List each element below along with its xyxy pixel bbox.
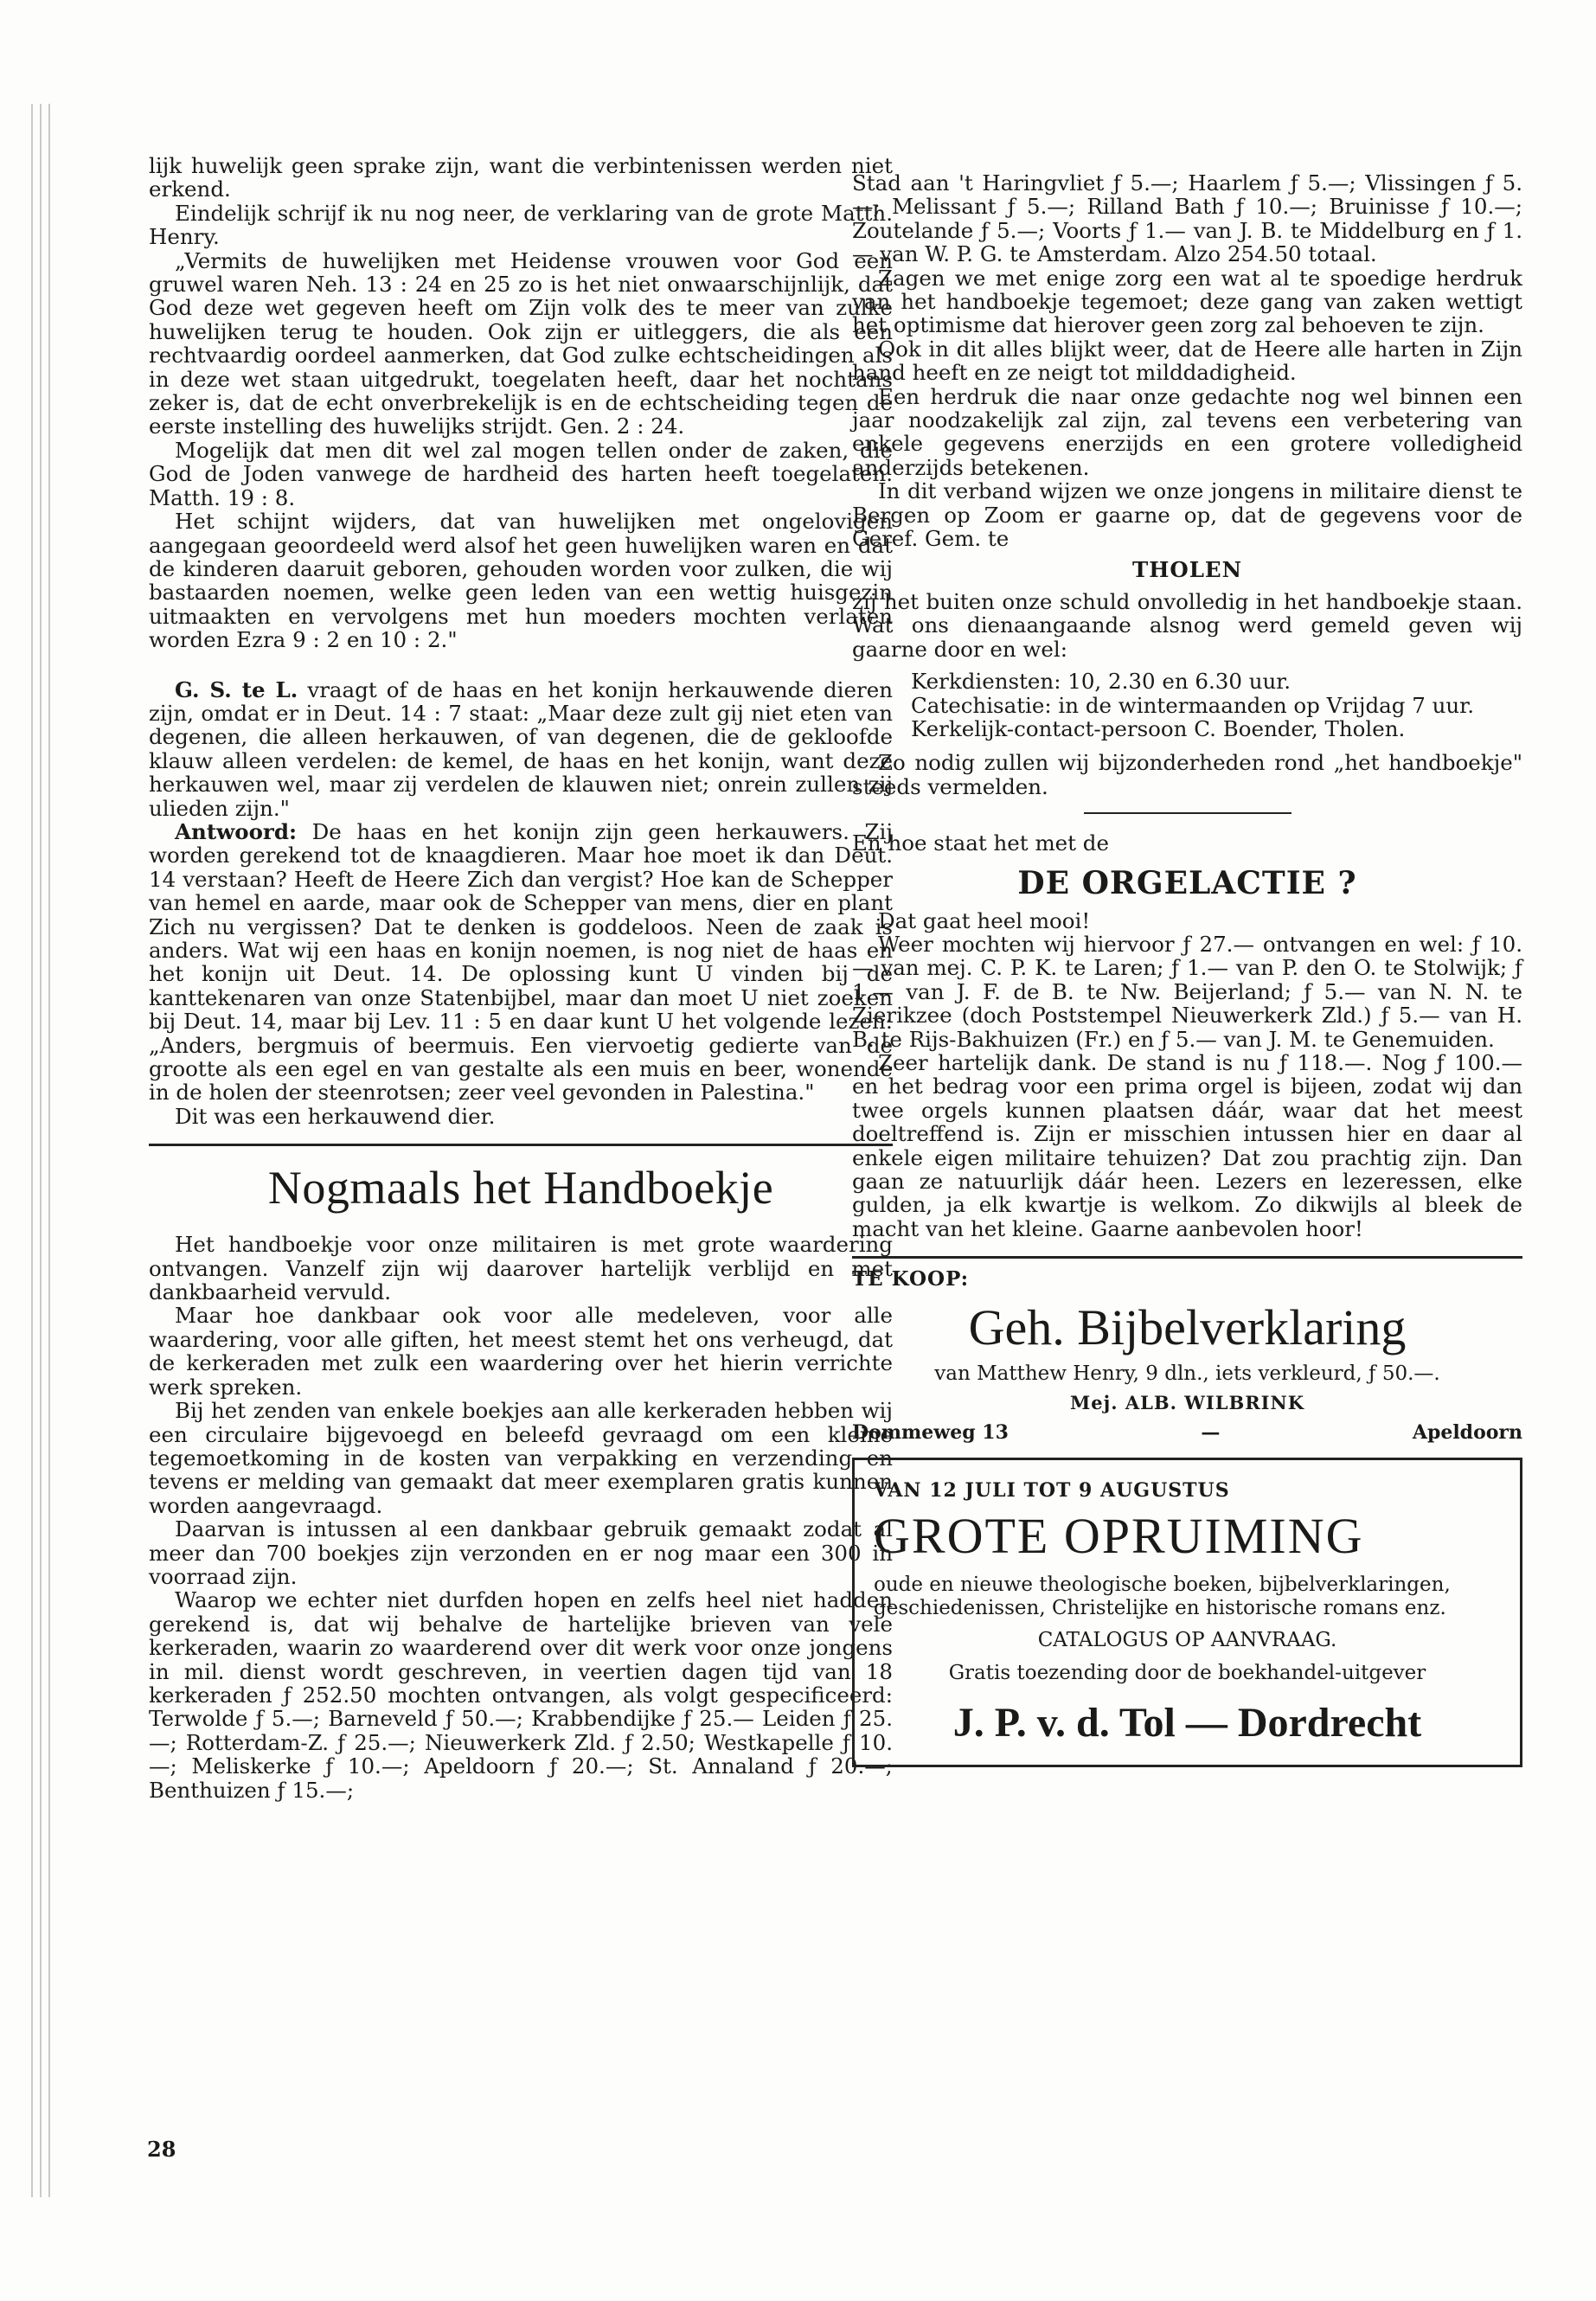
paragraph: Het handboekje voor onze militairen is met grote waardering ontvangen. Vanzelf zijn wij daarover hartelijk verblijd en met dankbaarheid vervuld. [149, 1232, 893, 1305]
list-item: Kerkdiensten: 10, 2.30 en 6.30 uur. [911, 669, 1292, 695]
section-intro: En hoe staat het met de [852, 830, 1109, 856]
ad-address [852, 1421, 1522, 1445]
paragraph: Zagen we met enige zorg een wat al te spoedige herdruk van het handboekje tegemoet; deze gang van zaken wettigt het optimisme dat hierover geen zorg zal behoeven te zijn. [852, 265, 1522, 338]
section-divider [1084, 812, 1292, 814]
paragraph: Het schijnt wijders, dat van huwelijken met ongelovigen aangegaan geoordeeld werd alsof het geen huwelijken waren en dat de kinderen daaruit geboren, gehouden worden voor zulken, die wij bastaarden noemen, welke geen leden van een wettig huisgezin uitmaakten en vervolgens met hun moeders mochten verlaten worden Ezra 9 : 2 en 10 : 2." [149, 509, 893, 653]
ad-title: Geh. Bijbelverklaring [968, 1298, 1407, 1356]
church-info-list [852, 670, 1522, 740]
answer-text: De haas en het konijn zijn geen herkauwers. Zij worden gerekend tot de knaagdieren. Maar hoe moet ik dan Deut. 14 verstaan? Heeft de Heere Zich dan vergist? Hoe kan de Schepper van hemel en aarde, maar ook de Schepper van mens, dier en plant Zich nu vergissen? Dat te denken is goddeloos. Neen de zaak is anders. Wat wij een haas en konijn noemen, is nog niet de haas en het konijn uit Deut. 14. De oplossing kunt U vinden bij de kanttekenaren van onze Statenbijbel, maar dan moet U niet zoeken bij Deut. 14, maar bij Lev. 11 : 5 en daar kunt U het volgende lezen: „Anders, bergmuis of beermuis. Een viervoetig gedierte van de grootte als een egel en van gestalte als een muis en beer, wonende in de holen der steenrotsen; zeer veel gevonden in Palestina." [149, 818, 893, 1106]
paragraph: Daarvan is intussen al een dankbaar gebruik gemaakt zodat al meer dan 700 boekjes zijn verzonden en er nog maar een 300 in voorraad zijn. [149, 1516, 893, 1589]
question-name: G. S. te L. [175, 676, 298, 702]
paragraph: Eindelijk schrijf ik nu nog neer, de verklaring van de grote Matth. Henry. [149, 200, 893, 250]
paragraph: lijk huwelijk geen sprake zijn, want die verbintenissen werden niet erkend. [149, 153, 893, 202]
ad-dash: — [1201, 1421, 1221, 1445]
paragraph: Bij het zenden van enkele boekjes aan alle kerkeraden hebben wij een circulaire bijgevoegd en beleefd gevraagd om een kleine tegemoetkoming in de kosten van verpakking en verzending en tevens er melding van gemaakt dat meer exemplaren gratis kunnen worden aangevraagd. [149, 1398, 893, 1518]
paragraph: Dat gaat heel mooi! [878, 907, 1091, 933]
publisher-name: J. P. v. d. Tol — Dordrecht [952, 1700, 1422, 1747]
sale-catalog: CATALOGUS OP AANVRAAG. [1037, 1629, 1337, 1652]
paragraph: In dit verband wijzen we onze jongens in militaire dienst te Bergen op Zoom er gaarne op, dat de gegevens voor de Geref. Gem. te [852, 478, 1522, 552]
paragraph: Stad aan 't Haringvliet ƒ 5.—; Haarlem ƒ 5.—; Vlissingen ƒ 5.—; Melissant ƒ 5.—; Rilland Bath ƒ 10.—; Bruinisse ƒ 10.—; Zoutelande ƒ 5.—; Voorts ƒ 1.— van J. B. te Middelburg en ƒ 1.— van W. P. G. te Amsterdam. Alzo 254.50 totaal. [852, 170, 1522, 267]
quote-paragraph: „Vermits de huwelijken met Heidense vrouwen voor God een gruwel waren Neh. 13 : 24 en 25 zo is het niet onwaarschijnlijk, dat God deze wet gegeven heeft om Zijn volk des te meer van zulke huwelijken terug te houden. Ook zijn er uitleggers, die als een rechtvaardig oordeel aanmerken, dat God zulke echtscheidingen als in deze wet staan uitgedrukt, toegelaten heeft, daar het nochtans zeker is, dat de echt onverbrekelijk is en de echtscheiding tegen de eerste instelling des huwelijks strijdt. Gen. 2 : 24. [149, 247, 893, 439]
sale-description: oude en nieuwe theologische boeken, bijbelverklaringen, geschiedenissen, Christelijke en historische romans enz. [874, 1574, 1451, 1620]
paragraph: Zeer hartelijk dank. De stand is nu ƒ 118.—. Nog ƒ 100.— en het bedrag voor een prima orgel is bijeen, zodat wij dan twee orgels kunnen plaatsen dáár, waar dat het meest doeltreffend is. Zijn er misschien intussen hier en daar al enkele eigen militaire tehuizen? Dat zou prachtig zijn. Dan gaan ze natuurlijk dáár heen. Lezers en lezeressen, elke gulden, ja elk kwartje is welkom. Zo dikwijls al bleek de macht van het kleine. Gaarne aanbevolen hoor! [852, 1050, 1522, 1241]
question-text: vraagt of de haas en het konijn herkauwende dieren zijn, omdat er in Deut. 14 : 7 staat: „Maar deze zult gij niet eten van degenen, die alleen herkauwen, of van degenen, die de gekloofde klauw alleen verdelen: de kemel, de haas en het konijn, want deze herkauwen wel, maar zij verdelen de klauwen niet; onrein zullen zij ulieden zijn." [149, 676, 893, 821]
place-heading: THOLEN [1131, 556, 1243, 582]
paragraph: Een herdruk die naar onze gedachte nog wel binnen een jaar noodzakelijk zal zijn, zal tevens een verbetering van enkele gegevens enerzijds en een grotere volledigheid anderzijds betekenen. [852, 383, 1522, 480]
paragraph: Waarop we echter niet durfden hopen en zelfs heel niet hadden gerekend is, dat wij behalve de hartelijke brieven van vele kerkeraden, waarin zo waarderend over dit werk voor onze jongens in mil. dienst wordt geschreven, in veertien dagen tijd van 18 kerkeraden ƒ 252.50 mochten ontvangen, als volgt gespecificeerd: Terwolde ƒ 5.—; Barneveld ƒ 50.—; Krabbendijke ƒ 25.— Leiden ƒ 25.—; Rotterdam-Z. ƒ 25.—; Nieuwerkerk Zld. ƒ 2.50; Westkapelle ƒ 10.—; Meliskerke ƒ 10.—; Apeldoorn ƒ 20.—; St. Annaland ƒ 20.—; Benthuizen ƒ 15.—; [149, 1587, 893, 1803]
sale-advertisement-box [852, 1458, 1522, 1767]
article-title: Nogmaals het Handboekje [267, 1162, 774, 1215]
paragraph: Maar hoe dankbaar ook voor alle medeleven, voor alle waardering, voor alle giften, het meest stemt het ons verheugd, dat de kerkeraden met zulk een waardering over het hierin verrichte werk spreken. [149, 1303, 893, 1400]
binding-edge-line [48, 104, 50, 2197]
question-paragraph [149, 678, 893, 820]
binding-edge-line [40, 104, 42, 2197]
section-divider [852, 1256, 1522, 1259]
answer-label: Antwoord: [175, 818, 297, 844]
paragraph: Ook in dit alles blijkt weer, dat de Heere alle harten in Zijn hand heeft en ze neigt tot milddadigheid. [852, 336, 1522, 386]
sale-delivery: Gratis toezending door de boekhandel-uitgever [948, 1661, 1426, 1684]
list-item: Kerkelijk-contact-persoon C. Boender, Tholen. [911, 715, 1406, 741]
page-number: 28 [147, 2137, 176, 2162]
paragraph: zij het buiten onze schuld onvolledig in het handboekje staan. Wat ons dienaangaande alsnog werd gemeld geven wij gaarne door en wel: [852, 588, 1522, 662]
left-column [149, 154, 893, 1802]
section-divider [149, 1144, 893, 1146]
sale-dates: VAN 12 JULI TOT 9 AUGUSTUS [874, 1478, 1230, 1502]
section-title: DE ORGELACTIE ? [1017, 864, 1357, 901]
ad-detail: van Matthew Henry, 9 dln., iets verkleurd, ƒ 50.—. [934, 1362, 1440, 1385]
paragraph: Dit was een herkauwend dier. [175, 1103, 496, 1129]
right-column [852, 171, 1522, 1767]
paragraph: Zo nodig zullen wij bijzonderheden rond „het handboekje" steeds vermelden. [852, 750, 1522, 799]
paragraph: Weer mochten wij hiervoor ƒ 27.— ontvangen en wel: ƒ 10.— van mej. C. P. K. te Laren; ƒ 1.— van P. den O. te Stolwijk; ƒ 1.— van J. F. de B. te Nw. Beijerland; ƒ 5.— van N. N. te Zierikzee (doch Poststempel Nieuwerkerk Zld.) ƒ 5.— van H. B. te Rijs-Bakhuizen (Fr.) en ƒ 5.— van J. M. te Genemuiden. [852, 931, 1522, 1052]
sale-title: GROTE OPRUIMING [874, 1508, 1364, 1565]
ad-contact-name: Mej. ALB. WILBRINK [1070, 1392, 1304, 1414]
paragraph: Mogelijk dat men dit wel zal mogen tellen onder de zaken, die God de Joden vanwege de hardheid des harten heeft toegelaten. Matth. 19 : 8. [149, 437, 893, 510]
ad-label: TE KOOP: [852, 1267, 970, 1292]
ad-city: Apeldoorn [1412, 1421, 1522, 1445]
binding-edge-line [31, 104, 33, 2197]
list-item: Catechisatie: in de wintermaanden op Vrijdag 7 uur. [911, 692, 1474, 718]
answer-paragraph [149, 820, 893, 1105]
ad-street: Dommeweg 13 [852, 1421, 1009, 1445]
